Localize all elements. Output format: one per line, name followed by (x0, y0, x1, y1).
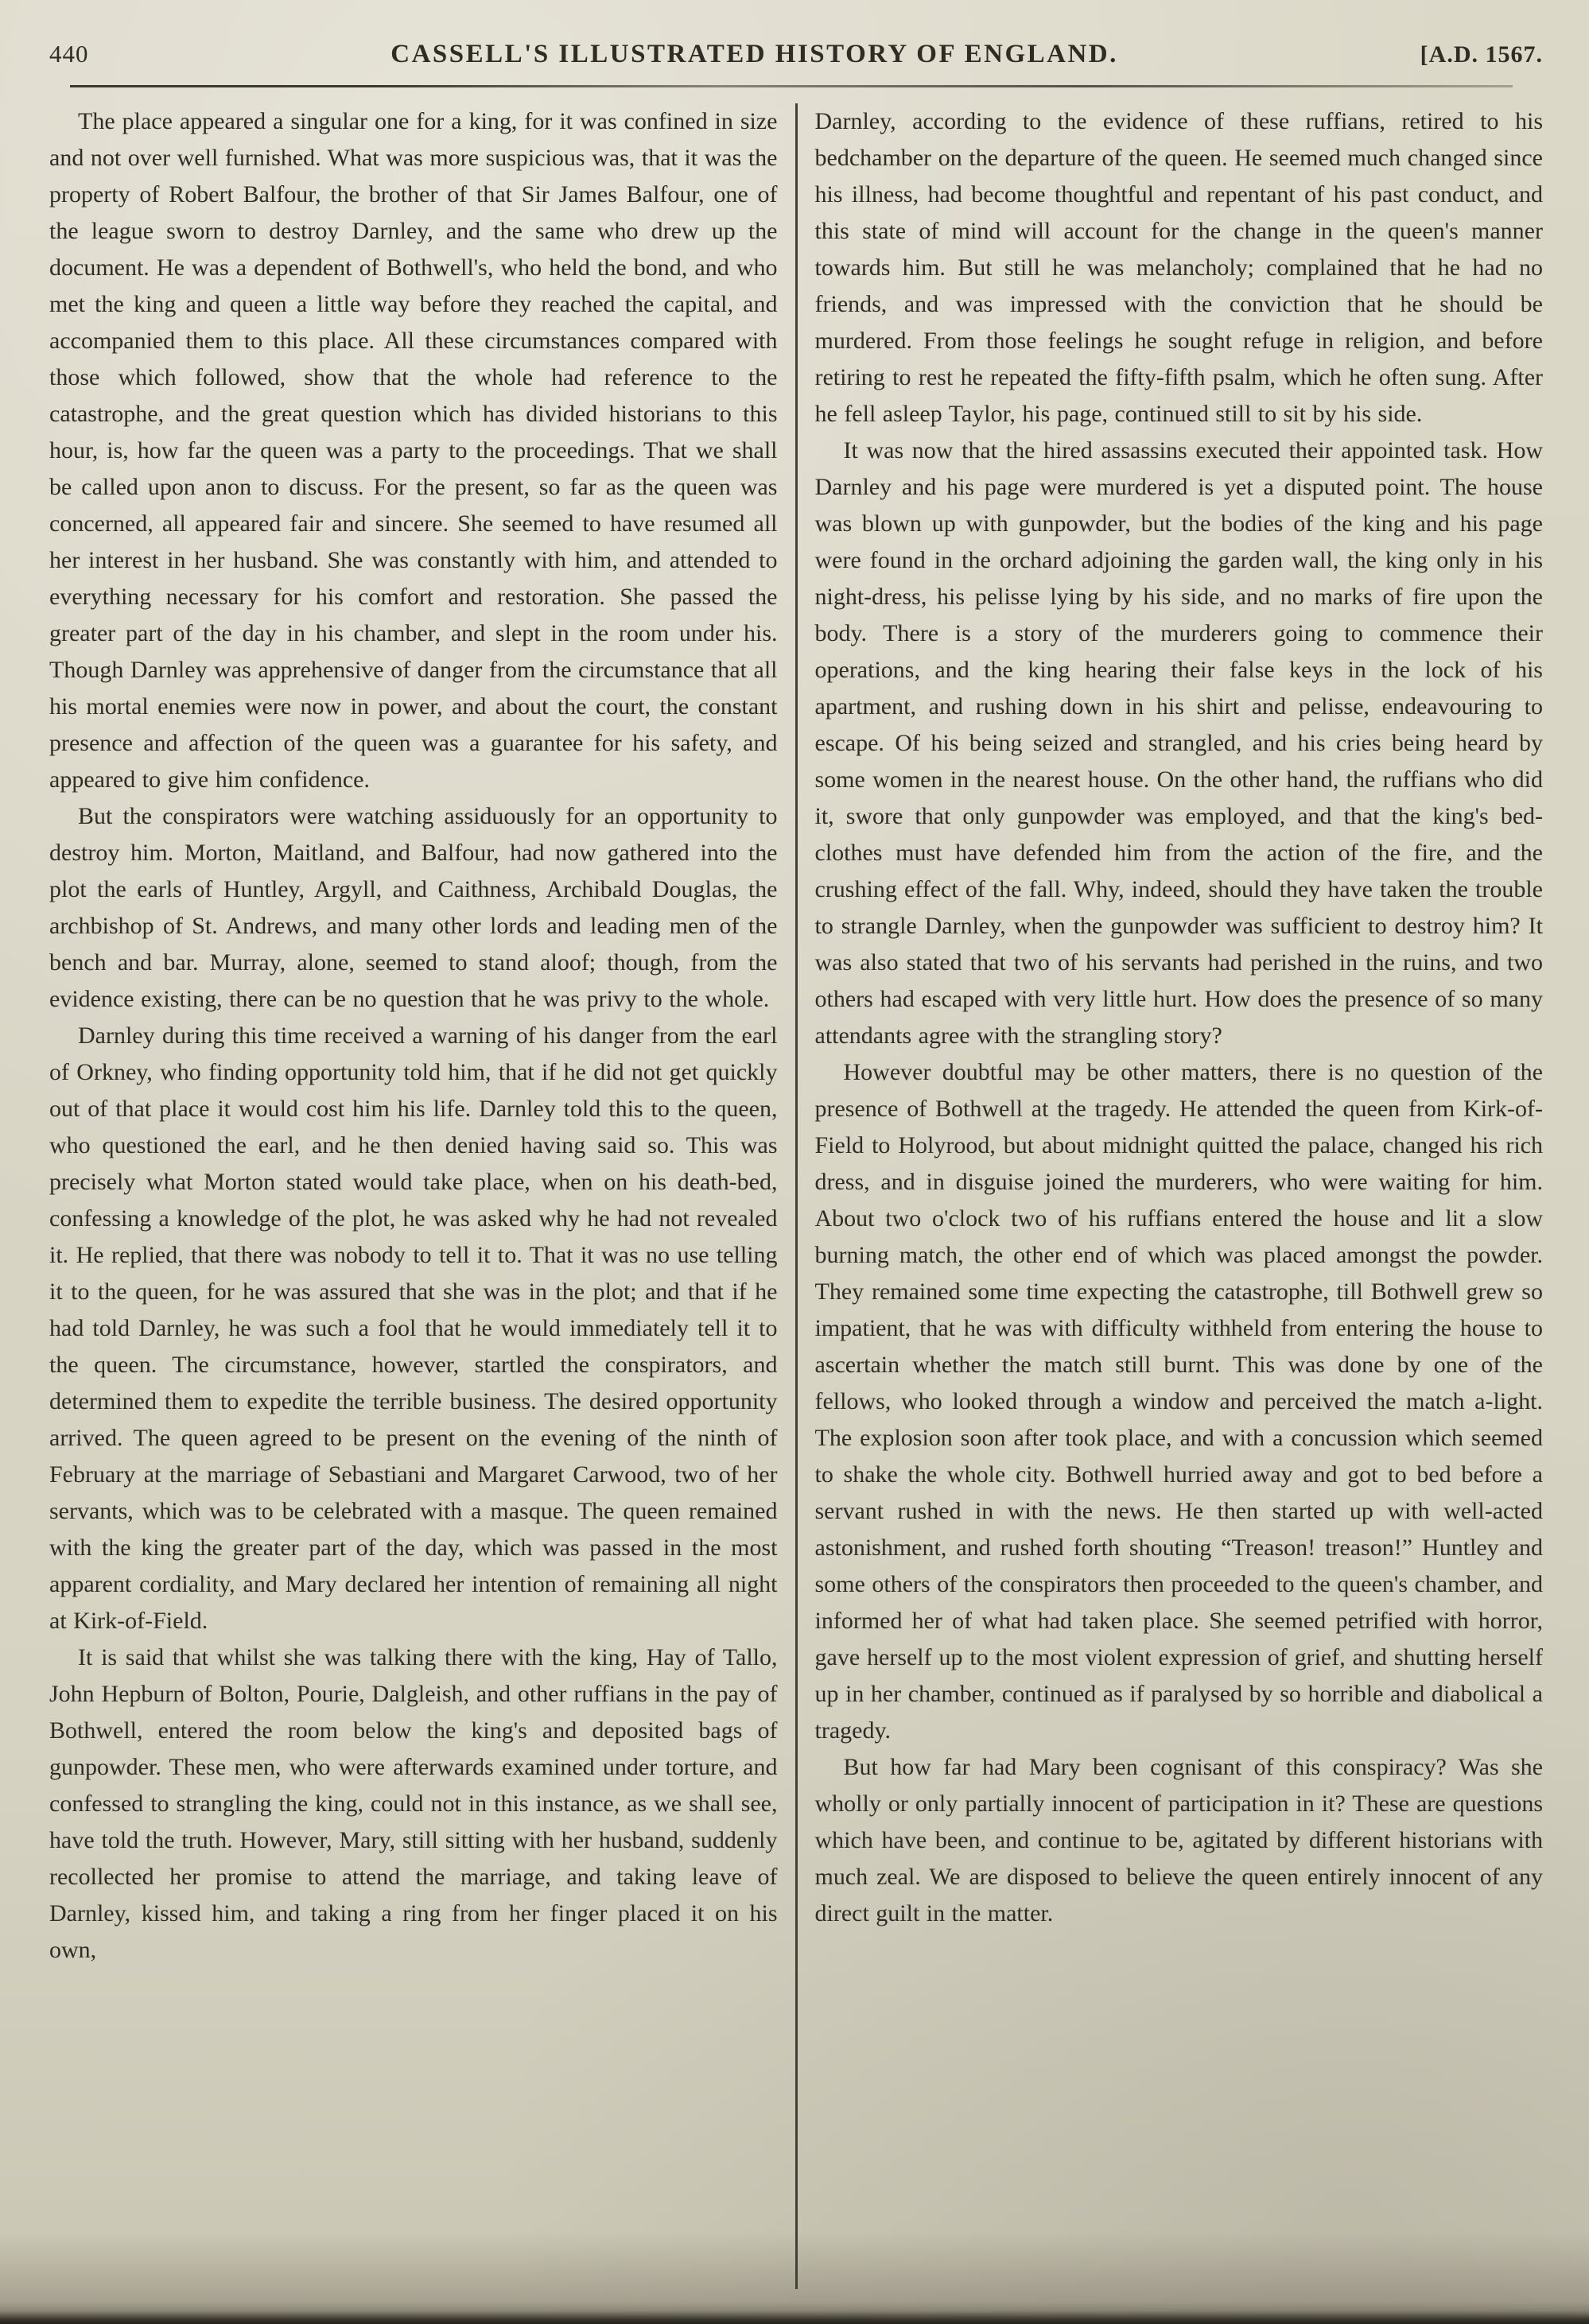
left-column (49, 103, 795, 2289)
body-paragraph: It was now that the hired assassins executed their appointed task. How Darnley and his page were murdered is yet a disputed point. The house was blown up with gunpowder, but the bodies of the king and his page were found in the orchard adjoining the garden wall, the king only in his night-dress, his pelisse lying by his side, and no marks of fire upon the body. There is a story of the murderers going to commence their operations, and the king hearing their false keys in the lock of his apartment, and rushing down in his shirt and pelisse, endeavouring to escape. Of his being seized and strangled, and his cries being heard by some women in the nearest house. On the other hand, the ruffians who did it, swore that only gunpowder was employed, and that the king's bed-clothes must have defended him from the action of the fire, and the crushing effect of the fall. Why, indeed, should they have taken the trouble to strangle Darnley, when the gunpowder was sufficient to destroy him? It was also stated that two of his servants had perished in the ruins, and two others had escaped with very little hurt. How does the presence of so many attendants agree with the strangling story? (814, 437, 1543, 1049)
body-paragraph: Darnley, according to the evidence of these ruffians, retired to his bedchamber on the departure of the queen. He seemed much changed since his illness, had become thoughtful and repentant of his past conduct, and this state of mind will account for the change in the queen's manner towards him. But still he was melancholy; complained that he had no friends, and was impressed with the conviction that he should be murdered. From those feelings he sought refuge in religion, and before retiring to rest he repeated the fifty-fifth psalm, which he often sung. After he fell asleep Taylor, his page, continued still to sit by his side. (814, 108, 1543, 427)
body-paragraph: Darnley during this time received a warning of his danger from the earl of Orkney, who finding opportunity told him, that if he did not get quickly out of that place it would cost him his life. Darnley told this to the queen, who questioned the earl, and he then denied having said so. This was precisely what Morton stated would take place, when on his death-bed, confessing a knowledge of the plot, he was asked why he had not revealed it. He replied, that there was nobody to tell it to. That it was no use telling it to the queen, for he was assured that she was in the plot; and that if he had told Darnley, he was such a fool that he would immediately tell it to the queen. The circumstance, however, startled the conspirators, and determined them to expedite the terrible business. The desired opportunity arrived. The queen agreed to be present on the evening of the ninth of February at the marriage of Sebastiani and Margaret Carwood, two of her servants, which was to be celebrated with a masque. The queen remained with the king the greater part of the day, which was passed in the most apparent cordiality, and Mary declared her intention of remaining all night at Kirk-of-Field. (49, 1022, 778, 1634)
running-title: CASSELL'S ILLUSTRATED HISTORY OF ENGLAND. (390, 40, 1118, 68)
body-paragraph: But the conspirators were watching assiduously for an opportunity to destroy him. Morton, Maitland, and Balfour, had now gathered into the plot the earls of Huntley, Argyll, and Caithness, Archibald Douglas, the archbishop of St. Andrews, and many other lords and leading men of the bench and bar. Murray, alone, seemed to stand aloof; though, from the evidence existing, there can be no question that he was privy to the whole. (49, 803, 778, 1012)
page-header (49, 40, 1543, 69)
date-marker: [A.D. 1567. (1420, 41, 1543, 68)
header-rule (70, 85, 1513, 87)
text-columns (49, 103, 1543, 2289)
page-bottom-edge (0, 2302, 1589, 2324)
body-paragraph: But how far had Mary been cognisant of this conspiracy? Was she wholly or only partially innocent of participation in it? These are questions which have been, and continue to be, agitated by different historians with much zeal. We are disposed to believe the queen entirely innocent of any direct guilt in the matter. (814, 1754, 1543, 1926)
right-column (798, 103, 1544, 2289)
body-paragraph: However doubtful may be other matters, there is no question of the presence of Bothwell at the tragedy. He attended the queen from Kirk-of-Field to Holyrood, but about midnight quitted the palace, changed his rich dress, and in disguise joined the murderers, who were waiting for him. About two o'clock two of his ruffians entered the house and lit a slow burning match, the other end of which was placed amongst the powder. They remained some time expecting the catastrophe, till Bothwell grew so impatient, that he was with difficulty withheld from entering the house to ascertain whether the match still burnt. This was done by one of the fellows, who looked through a window and perceived the match a-light. The explosion soon after took place, and with a concussion which seemed to shake the whole city. Bothwell hurried away and got to bed before a servant rushed in with the news. He then started up with well-acted astonishment, and rushed forth shouting “Treason! treason!” Huntley and some others of the conspirators then proceeded to the queen's chamber, and informed her of what had taken place. She seemed petrified with horror, gave herself up to the most violent expression of grief, and shutting herself up in her chamber, continued as if paralysed by so horrible and diabolical a tragedy. (814, 1059, 1543, 1744)
body-paragraph: The place appeared a singular one for a king, for it was confined in size and not over well furnished. What was more suspicious was, that it was the property of Robert Balfour, the brother of that Sir James Balfour, one of the league sworn to destroy Darnley, and the same who drew up the document. He was a dependent of Bothwell's, who held the bond, and who met the king and queen a little way before they reached the capital, and accompanied them to this place. All these circumstances compared with those which followed, show that the whole had reference to the catastrophe, and the great question which has divided historians to this hour, is, how far the queen was a party to the proceedings. That we shall be called upon anon to discuss. For the present, so far as the queen was concerned, all appeared fair and sincere. She seemed to have resumed all her interest in her husband. She was constantly with him, and attended to everything necessary for his comfort and restoration. She passed the greater part of the day in his chamber, and slept in the room under his. Though Darnley was apprehensive of danger from the circumstance that all his mortal enemies were now in power, and about the court, the constant presence and affection of the queen was a guarantee for his safety, and appeared to give him confidence. (49, 108, 778, 793)
page-number: 440 (49, 40, 89, 68)
body-paragraph: It is said that whilst she was talking there with the king, Hay of Tallo, John Hepburn of Bolton, Pourie, Dalgleish, and other ruffians in the pay of Bothwell, entered the room below the king's and deposited bags of gunpowder. These men, who were afterwards examined under torture, and confessed to strangling the king, could not in this instance, as we shall see, have told the truth. However, Mary, still sitting with her husband, suddenly recollected her promise to attend the marriage, and taking leave of Darnley, kissed him, and taking a ring from her finger placed it on his own, (49, 1644, 778, 1963)
